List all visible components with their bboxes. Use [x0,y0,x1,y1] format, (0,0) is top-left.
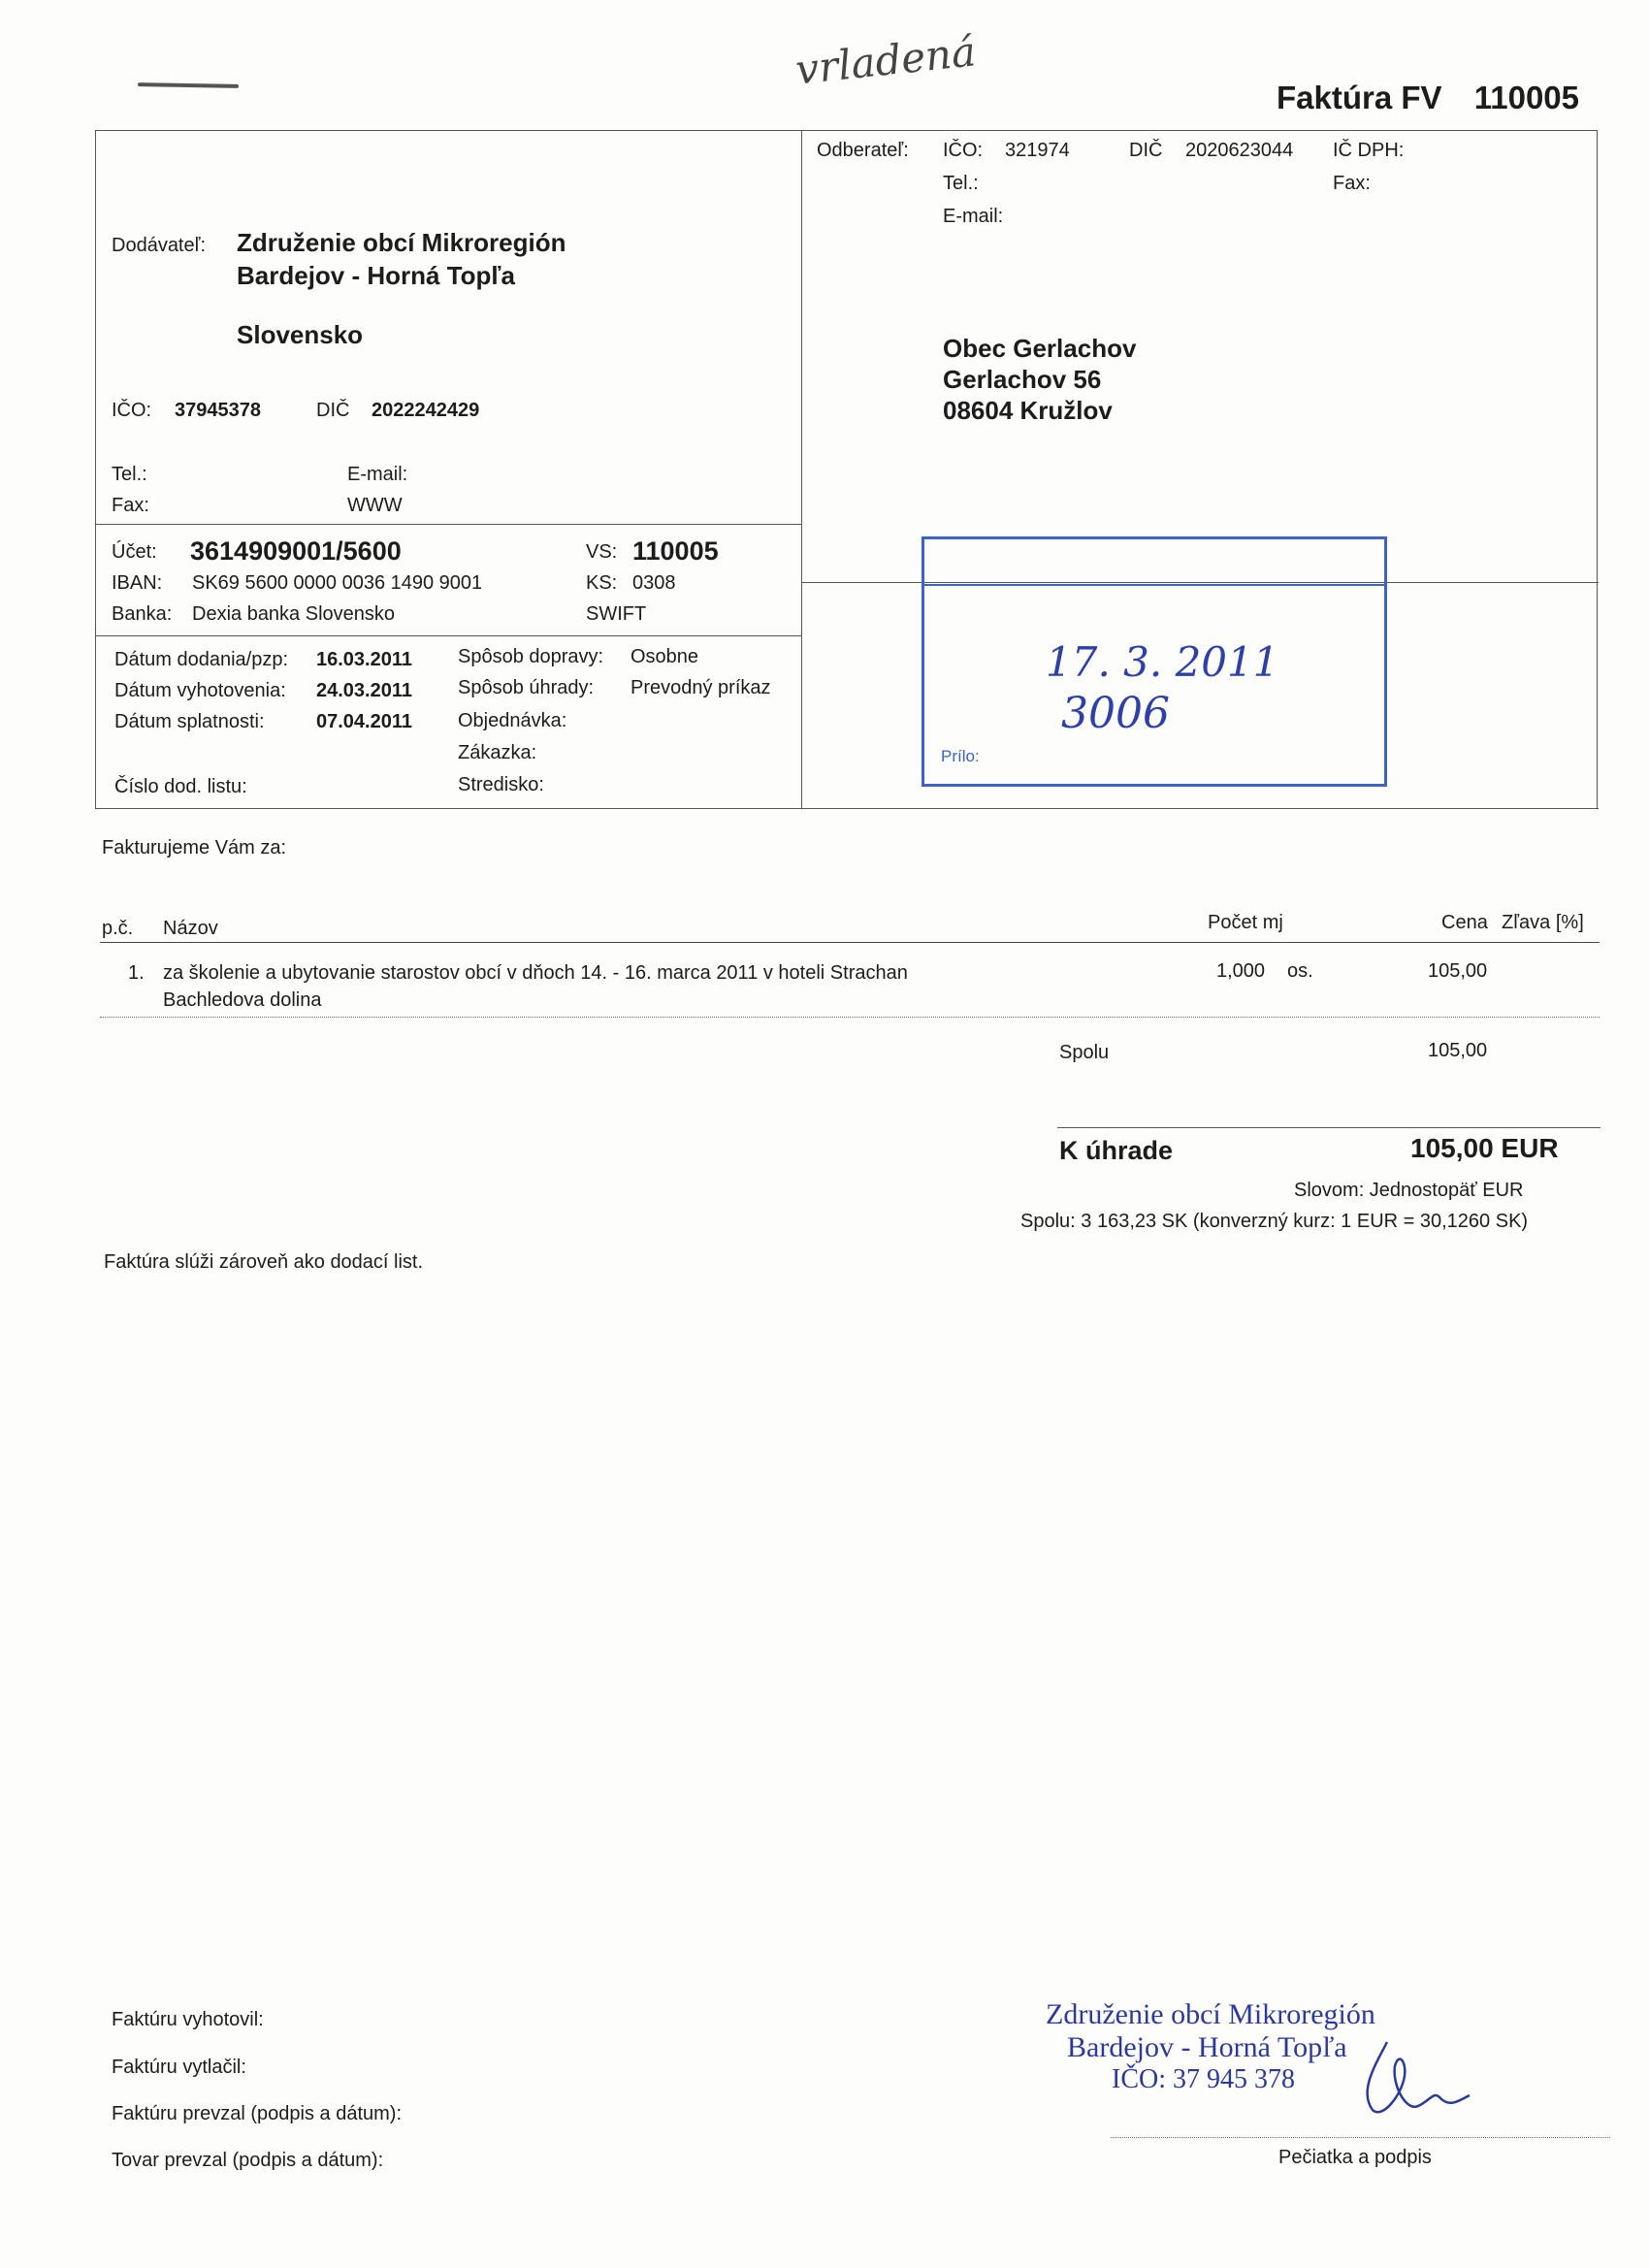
supplier-email-label: E-mail: [347,464,408,485]
customer-name: Obec Gerlachov [943,334,1137,363]
bank-ks-label: KS: [586,572,618,594]
header-left-border [95,130,96,809]
customer-icdph-label: IČ DPH: [1333,140,1405,161]
signature [1348,2023,1474,2129]
spolu-value: 105,00 [1428,1040,1488,1061]
spolu-label: Spolu [1059,1042,1110,1063]
col-pocet-header: Počet mj [1208,912,1283,933]
footer-vyhotovil: Faktúru vyhotovil: [112,2009,264,2030]
customer-street: Gerlachov 56 [943,365,1102,394]
bank-vs: 110005 [632,536,719,566]
org-stamp-line3: IČO: 37 945 378 [1112,2064,1295,2094]
date-dodania-label: Dátum dodania/pzp: [114,649,289,670]
customer-ico: 321974 [1005,140,1070,161]
table-header-underline [100,942,1600,943]
customer-email-label: E-mail: [943,206,1004,227]
col-cena-header: Cena [1441,912,1488,933]
peciatka-label: Pečiatka a podpis [1278,2147,1432,2168]
objednavka-label: Objednávka: [458,710,567,731]
bank-ucet-label: Účet: [112,541,157,563]
bank-vs-label: VS: [586,541,618,563]
bank-ucet: 3614909001/5600 [190,536,402,566]
bank-banka-label: Banka: [112,603,173,625]
customer-city: 08604 Kružlov [943,396,1113,425]
uhrada-value: Prevodný príkaz [630,677,771,698]
supplier-name-line2: Bardejov - Horná Topľa [237,261,515,290]
customer-label: Odberateľ: [817,140,909,161]
date-vyhotovenia-label: Dátum vyhotovenia: [114,680,286,701]
org-stamp-line2: Bardejov - Horná Topľa [1067,2031,1347,2063]
header-mid-border [801,130,802,809]
supplier-name-line1: Združenie obcí Mikroregión [237,228,566,257]
supplier-ico-label: IČO: [112,400,152,421]
invoice-title-label: Faktúra FV [1277,80,1442,115]
supplier-country: Slovensko [237,320,364,349]
footer-prevzal: Faktúru prevzal (podpis a dátum): [112,2103,403,2124]
doprava-value: Osobne [630,646,699,667]
doprava-label: Spôsob dopravy: [458,646,604,667]
row-nazov-line2: Bachledova dolina [163,989,322,1011]
customer-tel-label: Tel.: [943,173,979,194]
date-splatnosti-label: Dátum splatnosti: [114,711,265,732]
received-stamp-divider [924,584,1384,586]
dodlist-label: Číslo dod. listu: [114,776,247,797]
date-vyhotovenia: 24.03.2011 [316,680,412,701]
header-right-border [1597,130,1598,809]
delivery-note: Faktúra slúži zároveň ako dodací list. [104,1251,424,1273]
bank-iban-label: IBAN: [112,572,163,594]
customer-ico-label: IČO: [943,140,984,161]
row-nazov-line1: za školenie a ubytovanie starostov obcí v dňoch 14. - 16. marca 2011 v hoteli Strachan [163,962,908,984]
row-mj: os. [1287,960,1313,982]
col-zlava-header: Zľava [%] [1502,912,1584,933]
received-date: 17. 3. 2011 [1046,638,1279,686]
header-top-border [95,130,1597,131]
received-prilohy-label: Prílo: [941,747,980,765]
supplier-label: Dodávateľ: [112,235,207,256]
signature-line [1111,2137,1610,2138]
date-splatnosti: 07.04.2011 [316,711,412,732]
customer-fax-label: Fax: [1333,173,1371,194]
supplier-ico: 37945378 [175,400,261,421]
slovom: Slovom: Jednostopäť EUR [1294,1180,1524,1201]
zakazka-label: Zákazka: [458,742,537,763]
kuhrade-value: 105,00 EUR [1410,1133,1559,1163]
supplier-bank-divider [95,524,801,525]
supplier-dic-label: DIČ [316,400,350,421]
spolu-sk: Spolu: 3 163,23 SK (konverzný kurz: 1 EUR = 30,1260 SK) [1020,1211,1529,1232]
intro-text: Fakturujeme Vám za: [102,837,287,859]
supplier-fax-label: Fax: [112,495,149,516]
col-nazov-header: Názov [163,918,218,939]
footer-tovar: Tovar prevzal (podpis a dátum): [112,2150,384,2171]
kuhrade-label: K úhrade [1059,1136,1174,1165]
bank-iban: SK69 5600 0000 0036 1490 9001 [192,572,483,594]
bank-swift-label: SWIFT [586,603,647,625]
supplier-dic: 2022242429 [372,400,480,421]
stredisko-label: Stredisko: [458,774,544,795]
bank-banka: Dexia banka Slovensko [192,603,396,625]
invoice-number: 110005 [1473,80,1580,115]
header-bottom-border [95,808,1599,809]
customer-dic-label: DIČ [1129,140,1163,161]
row-pc: 1. [128,962,145,984]
supplier-www-label: WWW [347,495,403,516]
customer-dic: 2020623044 [1185,140,1294,161]
col-pc-header: p.č. [102,918,134,939]
top-left-stroke [138,82,239,88]
row-pocet: 1,000 [1216,960,1266,982]
supplier-tel-label: Tel.: [112,464,147,485]
bank-dates-divider [95,635,801,636]
date-dodania: 16.03.2011 [316,649,412,670]
footer-vytlacil: Faktúru vytlačil: [112,2057,246,2078]
invoice-title [1277,80,1579,116]
uhrada-label: Spôsob úhrady: [458,677,595,698]
row-divider [100,1017,1600,1018]
kuhrade-overline [1057,1127,1600,1128]
bank-ks: 0308 [632,572,676,594]
row-cena: 105,00 [1428,960,1488,982]
org-stamp-line1: Združenie obcí Mikroregión [1046,1998,1375,2030]
received-number: 3006 [1061,689,1170,738]
handwritten-note: vrladená [792,27,979,94]
